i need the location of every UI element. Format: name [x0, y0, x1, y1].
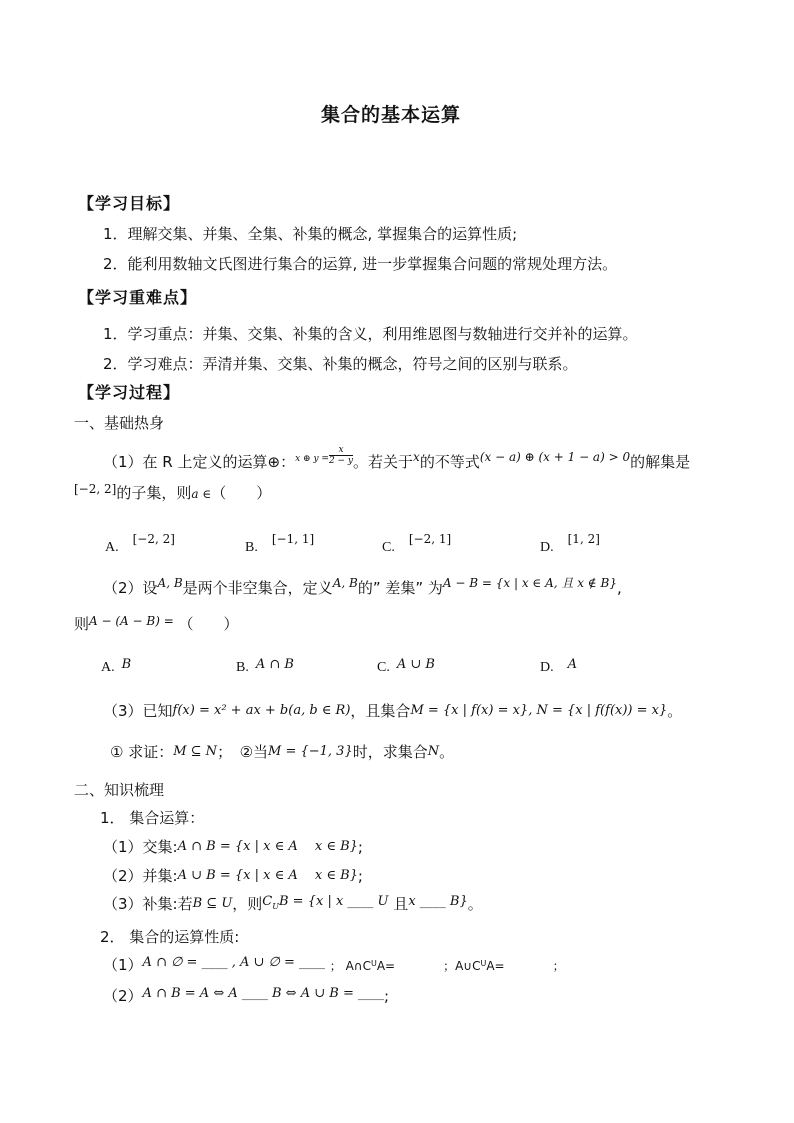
q1-text-5: 的子集，则: [116, 484, 192, 502]
page-title: 集合的基本运算: [321, 104, 462, 126]
q3-set-n: N: [427, 744, 440, 759]
q1-text-1: （1）在 R 上定义的运算: [103, 453, 268, 471]
q1-option-d[interactable]: [540, 532, 600, 556]
q3-text-1: （3）已知: [103, 702, 173, 720]
q1-text-2: 。若关于: [353, 453, 414, 471]
complement-cond: B ⊆ U: [192, 896, 233, 911]
part2-heading: 二、知识梳理: [74, 781, 165, 799]
q1-interval: [−2, 2]: [74, 482, 117, 496]
q1-option-c[interactable]: [382, 532, 451, 556]
q1-option-c-label: C.: [382, 540, 395, 555]
q3-text-2: ，且集合: [350, 702, 411, 720]
q3-m-value: M = {−1, 3}: [268, 744, 353, 759]
q2-option-b[interactable]: [236, 657, 294, 676]
q2-text-3: 的” 差集” 为: [357, 579, 443, 597]
complement-expr-2: x ____ B}: [408, 894, 468, 909]
q2-option-d-value: A: [567, 657, 578, 672]
q2-def: A − B = {x | x ∈ A, 且 x ∉ B}: [442, 576, 617, 590]
q1-var-x: x: [413, 450, 420, 464]
q1-a-in: a ∈: [191, 487, 212, 501]
property-2-end: ;: [383, 987, 390, 1005]
union-expr: A ∪ B = {x | x ∈ A x ∈ B}: [177, 868, 358, 883]
q1-option-d-value: [1, 2]: [567, 532, 600, 546]
q1-option-c-value: [−2, 1]: [408, 532, 452, 546]
q1-colon: ：: [280, 453, 296, 471]
heading-key-points: 【学习重难点】: [78, 288, 198, 307]
property-1: [103, 954, 565, 975]
q2-text-4: ,: [616, 579, 622, 597]
property-1-rest: ； A∩C: [329, 959, 371, 973]
q1-option-b-label: B.: [245, 540, 258, 555]
q3-sub-1: ① 求证：: [110, 743, 174, 761]
q3-sub-4: 。: [439, 743, 455, 761]
union-semi: ;: [357, 867, 363, 885]
oplus-symbol: ⊕: [267, 453, 281, 471]
q2-text-5: 则: [74, 615, 90, 633]
intersection-expr: A ∩ B = {x | x ∈ A x ∈ B}: [177, 839, 358, 854]
q2-option-b-value: A ∩ B: [255, 657, 294, 672]
intersection-label: （1）交集:: [103, 838, 178, 856]
question-2-line-2: [74, 613, 239, 634]
intersection-def: [103, 835, 363, 857]
key-point-1: 1．学习重点：并集、交集、补集的含义，利用维恩图与数轴进行交并补的运算。: [103, 325, 638, 343]
question-3-subparts: [110, 741, 454, 762]
part2-item-2: 2． 集合的运算性质:: [100, 928, 240, 946]
q2-ab: A, B: [157, 576, 183, 590]
part2-item-1: 1． 集合运算：: [100, 809, 205, 827]
q1-option-b-value: [−1, 1]: [271, 532, 315, 546]
property-1-sub-2: U: [480, 959, 487, 968]
q2-text-1: （2）设: [103, 579, 158, 597]
q3-sub-2: ； ②当: [217, 743, 269, 761]
question-1: [103, 445, 690, 472]
property-1-sub: U: [370, 959, 377, 968]
union-label: （2）并集:: [103, 867, 178, 885]
question-3: [103, 700, 682, 721]
property-1-rest-3: A= ；: [486, 959, 565, 973]
complement-period: 。: [467, 895, 483, 913]
union-def: [103, 864, 363, 886]
complement-expr: B = {x | x ____ U: [279, 894, 389, 909]
property-2: [103, 985, 389, 1006]
q1-text-3: 的不等式: [419, 453, 480, 471]
complement-def: [103, 893, 483, 914]
q2-option-a-value: B: [121, 657, 132, 672]
property-1-rest-2: A= ；A∪C: [376, 959, 481, 973]
complement-then: ，则: [232, 895, 263, 913]
question-1-line-2: [74, 482, 271, 503]
q1-text-4: 的解集是: [630, 453, 691, 471]
goal-item-2: 2．能利用数轴文氏图进行集合的运算, 进一步掌握集合问题的常规处理方法。: [103, 255, 618, 273]
q3-text-3: 。: [667, 702, 683, 720]
heading-learning-goals: 【学习目标】: [78, 194, 181, 213]
property-1-label: （1）: [103, 956, 143, 974]
q3-m-subset-n: M ⊆ N: [173, 744, 218, 759]
property-2-label: （2）: [103, 987, 143, 1005]
intersection-semi: ;: [357, 838, 363, 856]
q2-option-b-label: B.: [236, 660, 249, 675]
q1-op-def-fraction: [329, 445, 353, 466]
q1-option-b[interactable]: [245, 532, 314, 556]
q3-function: f(x) = x² + ax + b(a, b ∈ R): [172, 703, 351, 718]
q2-option-a[interactable]: [101, 657, 131, 676]
complement-sub-u: U: [272, 902, 279, 911]
q2-option-c[interactable]: [377, 657, 435, 676]
q2-option-a-label: A.: [101, 660, 115, 675]
q3-sub-3: 时，求集合: [352, 743, 428, 761]
q2-text-2: 是两个非空集合，定义: [182, 579, 333, 597]
q1-op-def-lhs: x ⊕ y =: [295, 454, 329, 464]
q1-inequality: (x − a) ⊕ (x + 1 − a) > 0: [479, 450, 631, 464]
key-point-2: 2．学习难点：弄清并集、交集、补集的概念，符号之间的区别与联系。: [103, 355, 578, 373]
q2-option-c-value: A ∪ B: [396, 657, 435, 672]
q1-answer-paren: （ ）: [211, 484, 272, 502]
q1-frac-num: x: [329, 445, 353, 456]
q1-option-a-value: [−2, 2]: [132, 532, 175, 546]
q2-option-c-label: C.: [377, 660, 390, 675]
q2-option-d[interactable]: [540, 657, 577, 676]
q1-frac-den: 2 − y: [328, 456, 354, 466]
q1-option-d-label: D.: [540, 540, 554, 555]
part1-heading: 一、基础热身: [74, 414, 165, 432]
q2-option-d-label: D.: [540, 660, 554, 675]
q2-expr: A − (A − B) =: [89, 614, 174, 628]
question-2: [103, 574, 622, 598]
property-2-expr: A ∩ B = A ⇔ A ____ B ⇔ A ∪ B = ____: [142, 986, 384, 1001]
q2-answer-paren: （ ）: [178, 615, 239, 633]
heading-learning-process: 【学习过程】: [78, 383, 181, 402]
complement-c: C: [262, 894, 273, 909]
q1-option-a-label: A.: [105, 540, 119, 555]
complement-and: 且: [393, 895, 409, 913]
complement-label: （3）补集:若: [103, 895, 193, 913]
q2-ab-2: A, B: [332, 576, 358, 590]
goal-item-1: 1．理解交集、并集、全集、补集的概念, 掌握集合的运算性质;: [103, 225, 518, 243]
property-1-expr: A ∩ ∅ = ____ , A ∪ ∅ = ____: [142, 955, 325, 970]
q1-option-a[interactable]: [105, 532, 175, 556]
q3-sets: M = {x | f(x) = x}, N = {x | f(f(x)) = x}: [410, 703, 668, 718]
